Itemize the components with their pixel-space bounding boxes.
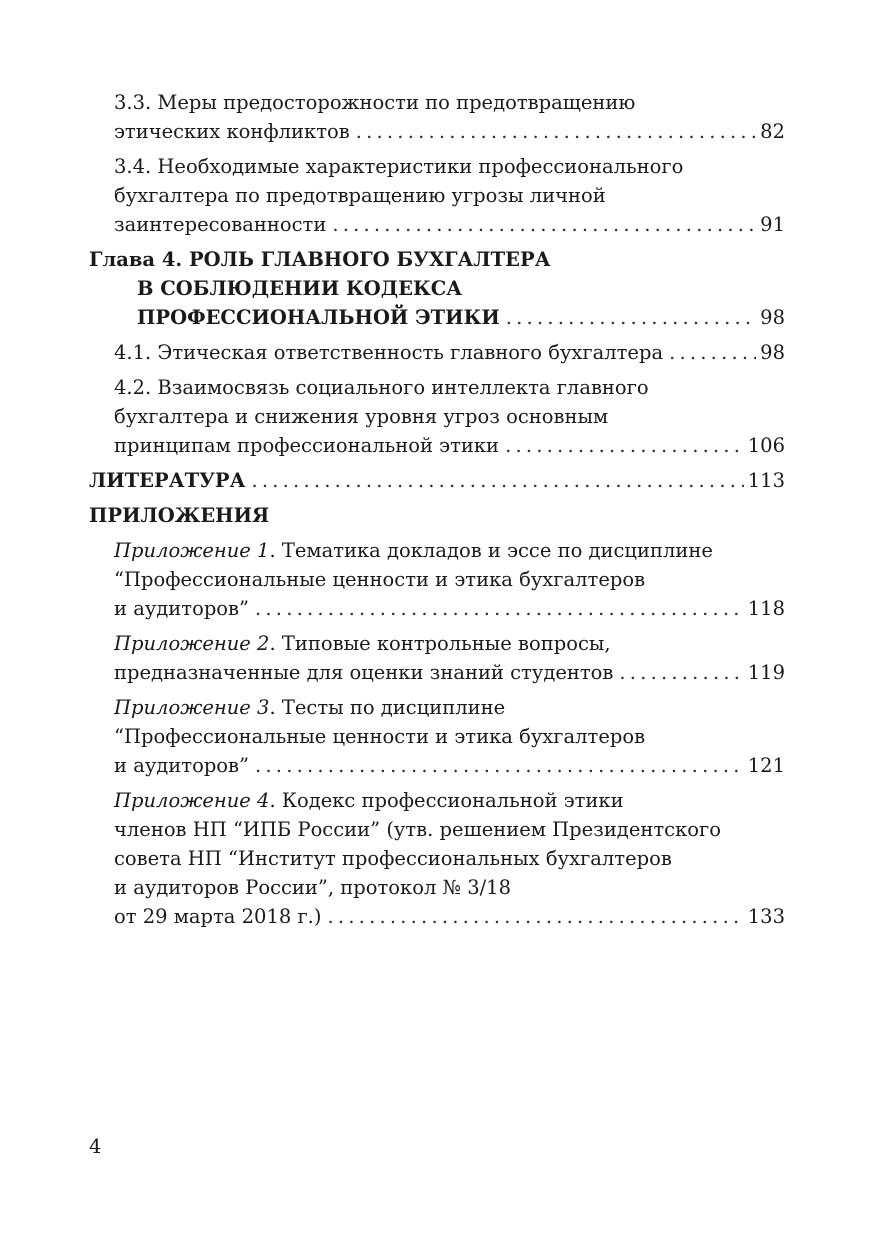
dot-leader — [505, 431, 744, 460]
toc-appendix-2[interactable] — [89, 629, 785, 687]
toc-chapter-title: ПРОФЕССИОНАЛЬНОЙ ЭТИКИ — [137, 306, 500, 329]
toc-appendix-3[interactable] — [89, 693, 785, 780]
toc-appendices-heading[interactable]: ПРИЛОЖЕНИЯ — [89, 504, 270, 527]
dot-leader — [255, 594, 744, 623]
appendix-label: Приложение 3 — [114, 696, 270, 719]
toc-entry-text: и аудиторов России”, протокол № 3/18 — [114, 876, 511, 899]
toc-appendix-4[interactable] — [89, 786, 785, 931]
toc-literature[interactable] — [89, 466, 785, 495]
toc-page-number: 133 — [747, 905, 785, 928]
toc-entry-3-3[interactable] — [89, 88, 785, 146]
dot-leader — [327, 902, 743, 931]
toc-appendix-1[interactable] — [89, 536, 785, 623]
toc-entry-text: “Профессиональные ценности и этика бухгалтеров — [114, 725, 646, 748]
appendix-label: Приложение 1 — [114, 539, 270, 562]
dot-leader — [619, 658, 743, 687]
toc-entry-text: заинтересованности — [114, 213, 327, 236]
toc-entry-text: . Кодекс профессиональной этики — [269, 789, 624, 812]
toc-page-number: 98 — [760, 306, 785, 329]
appendix-label: Приложение 2 — [114, 632, 270, 655]
toc-entry-text: от 29 марта 2018 г.) — [114, 905, 322, 928]
table-of-contents — [89, 88, 785, 937]
page-number: 4 — [89, 1135, 102, 1158]
toc-page-number: 82 — [760, 120, 785, 143]
toc-entry-4-2[interactable] — [89, 373, 785, 460]
toc-entry-3-4[interactable] — [89, 152, 785, 239]
toc-entry-text: этических конфликтов — [114, 120, 350, 143]
toc-entry-4-1[interactable] — [89, 338, 785, 367]
toc-entry-text: принципам профессиональной этики — [114, 434, 500, 457]
toc-entry-text: 4.2. Взаимосвязь социального интеллекта главного — [114, 376, 649, 399]
toc-entry-text: “Профессиональные ценности и этика бухгалтеров — [114, 568, 646, 591]
toc-entry-text: 3.4. Необходимые характеристики профессионального — [114, 155, 684, 178]
toc-page-number: 91 — [760, 213, 785, 236]
toc-chapter-4[interactable] — [89, 245, 785, 332]
dot-leader — [332, 210, 756, 239]
toc-page-number: 119 — [747, 661, 785, 684]
toc-page-number: 98 — [760, 341, 785, 364]
toc-entry-text: 4.1. Этическая ответственность главного бухгалтера — [114, 341, 664, 364]
toc-entry-text: . Типовые контрольные вопросы, — [269, 632, 611, 655]
toc-entry-text: 3.3. Меры предосторожности по предотвращению — [114, 91, 636, 114]
toc-entry-text: бухгалтера и снижения уровня угроз основным — [114, 405, 609, 428]
toc-page-number: 113 — [747, 469, 785, 492]
toc-entry-text: членов НП “ИПБ России” (утв. решением Президентского — [114, 818, 721, 841]
toc-section-title: ЛИТЕРАТУРА — [89, 469, 246, 492]
toc-page-number: 118 — [747, 597, 785, 620]
toc-page-number: 121 — [747, 754, 785, 777]
toc-entry-text: . Тесты по дисциплине — [269, 696, 506, 719]
toc-entry-text: совета НП “Институт профессиональных бухгалтеров — [114, 847, 672, 870]
toc-entry-text: бухгалтера по предотвращению угрозы личной — [114, 184, 606, 207]
toc-entry-text: и аудиторов” — [114, 754, 249, 777]
toc-chapter-title: Глава 4. РОЛЬ ГЛАВНОГО БУХГАЛТЕРА — [89, 248, 551, 271]
appendix-label: Приложение 4 — [114, 789, 270, 812]
dot-leader — [356, 117, 756, 146]
toc-entry-text: и аудиторов” — [114, 597, 249, 620]
dot-leader — [506, 303, 756, 332]
toc-page-number: 106 — [747, 434, 785, 457]
dot-leader — [669, 338, 756, 367]
toc-entry-text: . Тематика докладов и эссе по дисциплине — [269, 539, 713, 562]
dot-leader — [255, 751, 744, 780]
toc-chapter-title: В СОБЛЮДЕНИИ КОДЕКСА — [137, 277, 463, 300]
toc-entry-text: предназначенные для оценки знаний студентов — [114, 661, 614, 684]
dot-leader — [251, 466, 743, 495]
